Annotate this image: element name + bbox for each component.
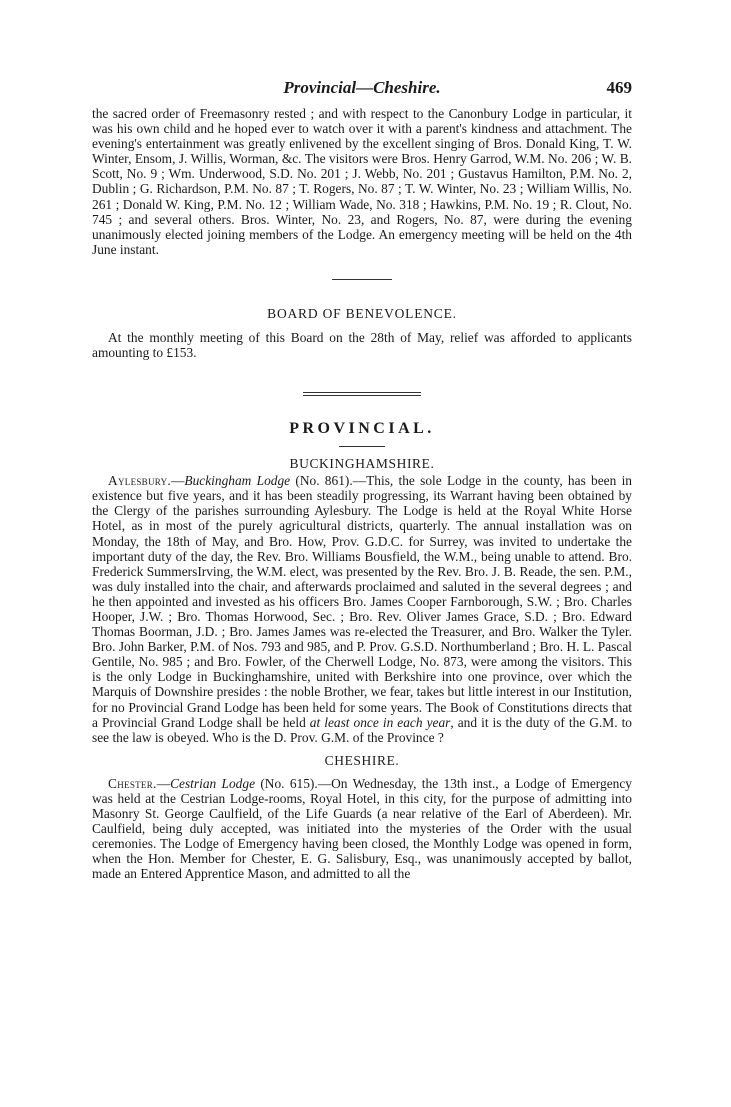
cheshire-paragraph [92, 776, 632, 882]
paragraph-text: (No. 615).—On Wednesday, the 13th inst., a Lodge of Emergency was held at the Cestrian Lodge-rooms, Royal Hotel, in this city, for the purpose of admitting into Masonry St. George Caulfield, of the Life Guards (a near relative of the Earl of Aberdeen). Mr. Caulfield, being duly accepted, was initiated into the mysteries of the Order with the usual ceremonies. The Lodge of Emergency having been closed, the Monthly Lodge was opened in form, when the Hon. Member for Chester, E. G. Salisbury, Esq., was unanimously accepted by ballot, made an Entered Apprentice Mason, and admitted to all the [92, 775, 632, 882]
page-number: 469 [606, 78, 632, 97]
buckinghamshire-heading: BUCKINGHAMSHIRE. [289, 456, 435, 472]
lodge-name: Buckingham Lodge [184, 473, 291, 489]
benevolence-heading: BOARD OF BENEVOLENCE. [267, 305, 457, 321]
running-title: Provincial—Cheshire. [283, 78, 441, 97]
cheshire-heading: CHESHIRE. [324, 752, 400, 768]
lodge-name: Cestrian Lodge [170, 775, 256, 791]
dash: — [156, 775, 171, 791]
page-body [92, 74, 632, 881]
page-header [92, 74, 632, 98]
dash: — [171, 473, 185, 489]
paragraph-text-cont: , and it is the duty of the G.M. to see the law is obeyed. Who is the D. Prov. G.M. of the Province ? [92, 714, 632, 745]
provincial-heading: PROVINCIAL. [289, 420, 435, 438]
place-name: Chester. [108, 775, 157, 791]
section-divider [332, 279, 392, 280]
benevolence-paragraph: At the monthly meeting of this Board on the 28th of May, relief was afforded to applicants amounting to £153. [92, 329, 632, 361]
double-rule-divider [303, 392, 421, 396]
heading-underline [339, 446, 385, 447]
emphasis-text: at least once in each year [309, 714, 451, 730]
place-name: Aylesbury. [108, 473, 172, 489]
paragraph-text: (No. 861).—This, the sole Lodge in the county, has been in existence but five years, and it has been steadily progressing, its Warrant having been obtained by the Clergy of the parishes surrounding Aylesbury. The Lodge is held at the Royal White Horse Hotel, as in most of the purely agricultural districts, quarterly. The annual installation was on Monday, the 18th of May, and Bro. How, Prov. G.D.C. for Surrey, was invited to undertake the important duty of the day, the Rev. Bro. Williams Bousfield, the W.M., being unable to attend. Bro. Frederick SummersIrving, the W.M. elect, was presented by the Rev. Bro. J. B. Reade, the sen. P.M., was duly installed into the chair, and afterwards proclaimed and saluted in the several degrees ; and he then appointed and invested as his officers Bro. James Cooper Farnborough, S.W. ; Bro. Charles Hooper, J.W. ; Bro. Thomas Horwood, Sec. ; Bro. Rev. Oliver James Grace, S.D. ; Bro. Edward Thomas Boorman, J.D. ; Bro. James James was re-elected the Treasurer, and Bro. Walker the Tyler. Bro. John Barker, P.M. of Nos. 793 and 985, and P. Prov. G.S.D. Northumberland ; Bro. H. L. Pascal Gentile, No. 985 ; and Bro. Fowler, of the Cherwell Lodge, No. 873, were among the visitors. This is the only Lodge in Buckinghamshire, united with Berkshire into one province, over which the Marquis of Downshire presides : the noble Brother, we fear, takes but little interest in our Institution, for no Provincial Grand Lodge has been held for some years. The Book of Constitutions directs that a Provincial Grand Lodge shall be held [92, 473, 633, 730]
continued-paragraph: the sacred order of Freemasonry rested ; and with respect to the Canonbury Lodge in particular, it was his own child and he hoped ever to watch over it with a parent's kindness and attachment. The evening's entertainment was greatly enlivened by the excellent singing of Bros. Donald King, T. W. Winter, Ensom, J. Willis, Worman, &c. The visitors were Bros. Henry Garrod, W.M. No. 206 ; W. B. Scott, No. 9 ; Wm. Underwood, S.D. No. 201 ; J. Webb, No. 201 ; Gustavus Hamilton, P.M. No. 2, Dublin ; G. Richardson, P.M. No. 87 ; T. Rogers, No. 87 ; T. W. Winter, No. 23 ; William Willis, No. 261 ; Donald W. King, P.M. No. 12 ; William Wade, No. 318 ; Hawkins, P.M. No. 19 ; R. Clout, No. 745 ; and several others. Bros. Winter, No. 23, and Rogers, No. 87, were during the evening unanimously elected joining members of the Lodge. An emergency meeting will be held on the 4th June instant. [92, 106, 632, 257]
buckinghamshire-paragraph [92, 473, 632, 745]
